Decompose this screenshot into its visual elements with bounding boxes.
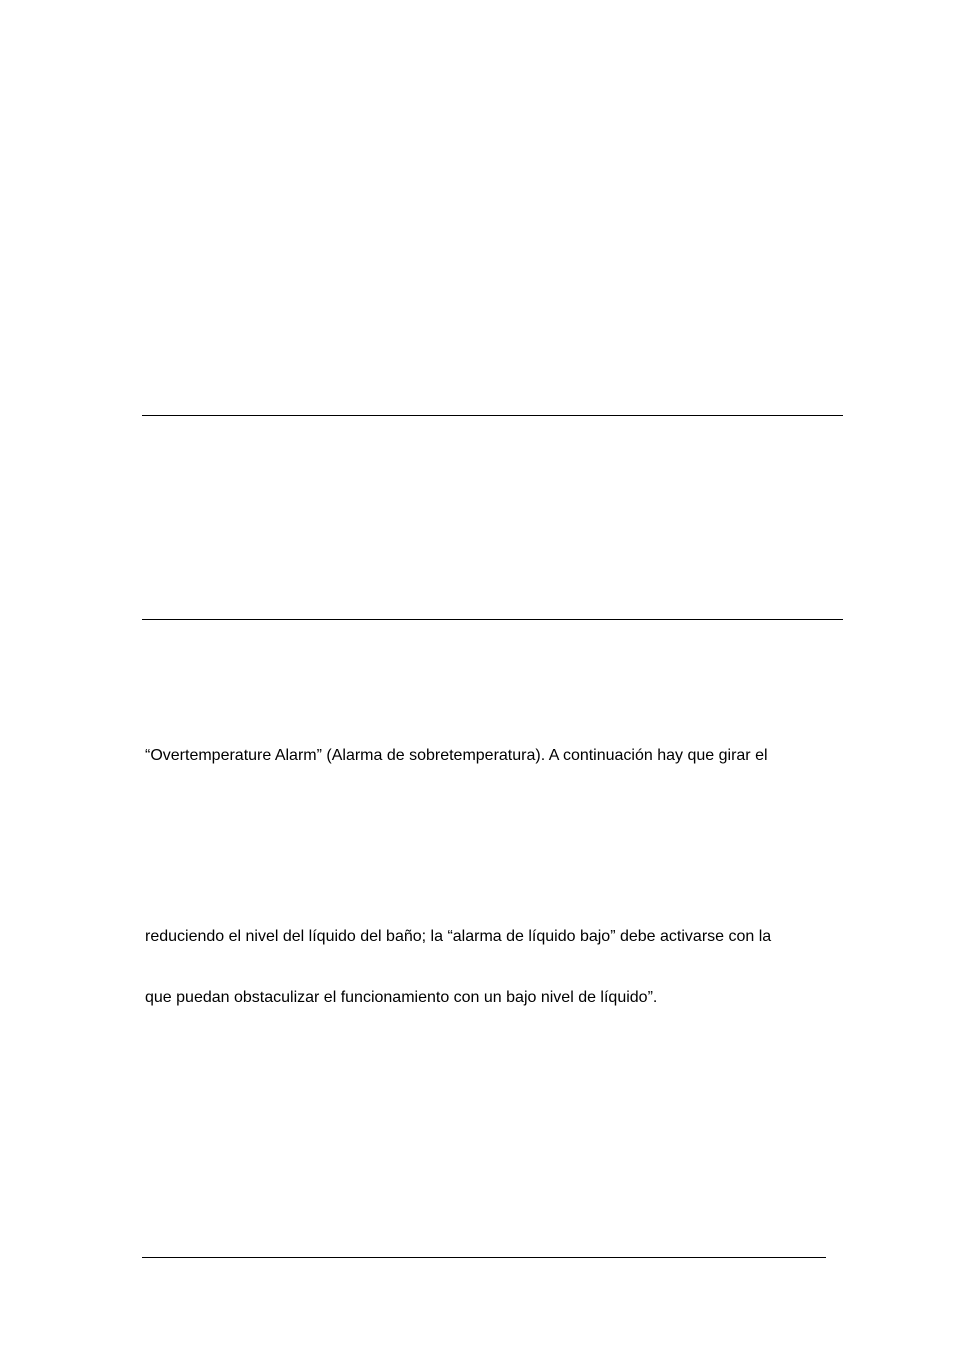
horizontal-rule-middle: [142, 619, 843, 620]
footer-rule: [142, 1257, 826, 1258]
body-text-line: que puedan obstaculizar el funcionamiento con un bajo nivel de líquido”.: [145, 989, 658, 1006]
body-text-line: “Overtemperature Alarm” (Alarma de sobretemperatura). A continuación hay que girar el: [145, 747, 768, 764]
horizontal-rule-top: [142, 415, 843, 416]
body-text-line: reduciendo el nivel del líquido del baño; la “alarma de líquido bajo” debe activarse con la: [145, 928, 772, 945]
